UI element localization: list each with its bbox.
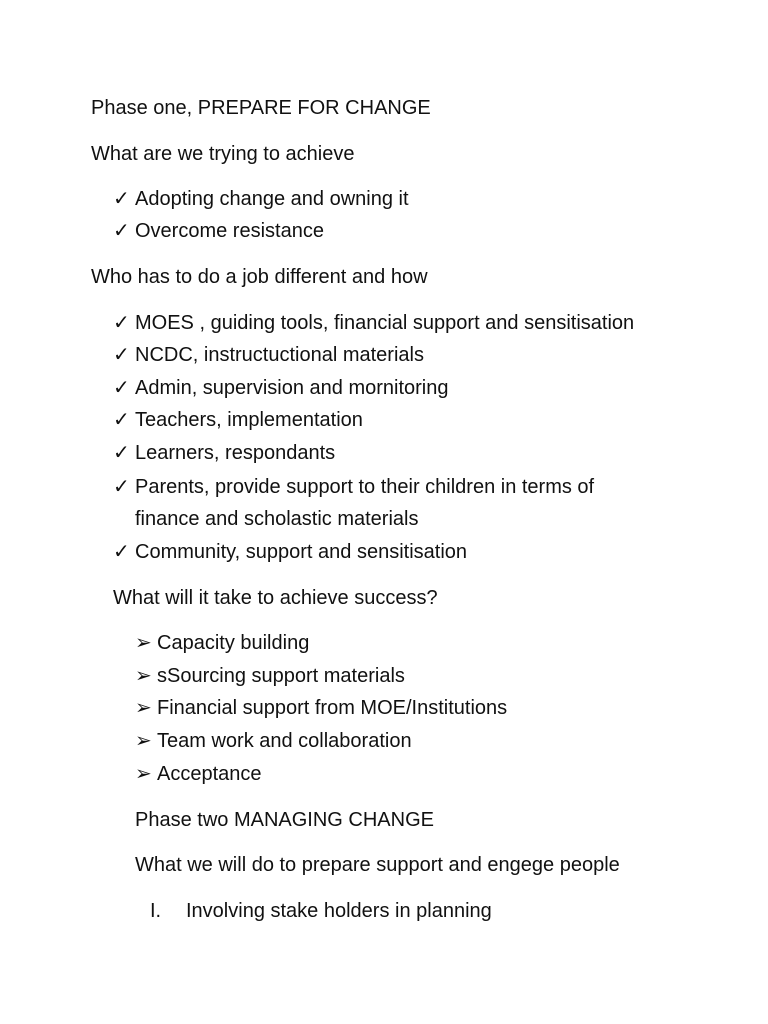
arrow-bullet-icon: ➢ <box>135 763 152 785</box>
list-item-text: Learners, respondants <box>135 442 336 464</box>
list-item <box>113 343 424 367</box>
phase-one-heading: Phase one, PREPARE FOR CHANGE <box>91 97 431 119</box>
phase-two-heading: Phase two MANAGING CHANGE <box>135 809 434 831</box>
list-item-text: Capacity building <box>157 632 310 654</box>
list-item-text: sSourcing support materials <box>157 665 405 687</box>
list-item-text: Adopting change and owning it <box>135 188 409 210</box>
list-item <box>113 540 467 564</box>
arrow-bullet-icon: ➢ <box>135 730 152 752</box>
check-icon: ✓ <box>113 188 130 210</box>
list-item <box>113 475 594 499</box>
list-item-text: Parents, provide support to their children in terms of <box>135 476 595 498</box>
check-icon: ✓ <box>113 541 130 563</box>
check-icon: ✓ <box>113 442 130 464</box>
check-icon: ✓ <box>113 344 130 366</box>
list-item <box>135 631 309 655</box>
list-item <box>113 408 363 432</box>
question-success: What will it take to achieve success? <box>113 587 438 609</box>
list-item <box>135 696 507 720</box>
list-item-text: MOES , guiding tools, financial support and sensitisation <box>135 312 635 334</box>
check-icon: ✓ <box>113 476 130 498</box>
list-numeral: I. <box>150 900 162 922</box>
list-item <box>113 219 324 243</box>
arrow-bullet-icon: ➢ <box>135 632 152 654</box>
list-item-text: Acceptance <box>157 763 262 785</box>
list-item <box>135 664 405 688</box>
list-item-text: Involving stake holders in planning <box>186 900 492 922</box>
question-prepare-support: What we will do to prepare support and engege people <box>135 854 620 876</box>
question-who-job: Who has to do a job different and how <box>91 266 428 288</box>
numbered-list-item <box>150 899 492 923</box>
list-item <box>135 762 262 786</box>
list-item-text: NCDC, instructuctional materials <box>135 344 424 366</box>
list-item <box>135 729 412 753</box>
list-item <box>113 376 449 400</box>
list-item <box>113 311 634 335</box>
list-item-text: Overcome resistance <box>135 220 324 242</box>
list-item-text: Team work and collaboration <box>157 730 412 752</box>
list-item-continuation: finance and scholastic materials <box>135 508 419 530</box>
list-item <box>113 187 409 211</box>
check-icon: ✓ <box>113 377 130 399</box>
list-item-text: Financial support from MOE/Institutions <box>157 697 508 719</box>
list-item-text: Community, support and sensitisation <box>135 541 468 563</box>
list-item-text: Admin, supervision and mornitoring <box>135 377 449 399</box>
question-what-achieve: What are we trying to achieve <box>91 143 355 165</box>
list-item-text: Teachers, implementation <box>135 409 363 431</box>
arrow-bullet-icon: ➢ <box>135 697 152 719</box>
check-icon: ✓ <box>113 220 130 242</box>
check-icon: ✓ <box>113 312 130 334</box>
check-icon: ✓ <box>113 409 130 431</box>
list-item <box>113 441 335 465</box>
arrow-bullet-icon: ➢ <box>135 665 152 687</box>
